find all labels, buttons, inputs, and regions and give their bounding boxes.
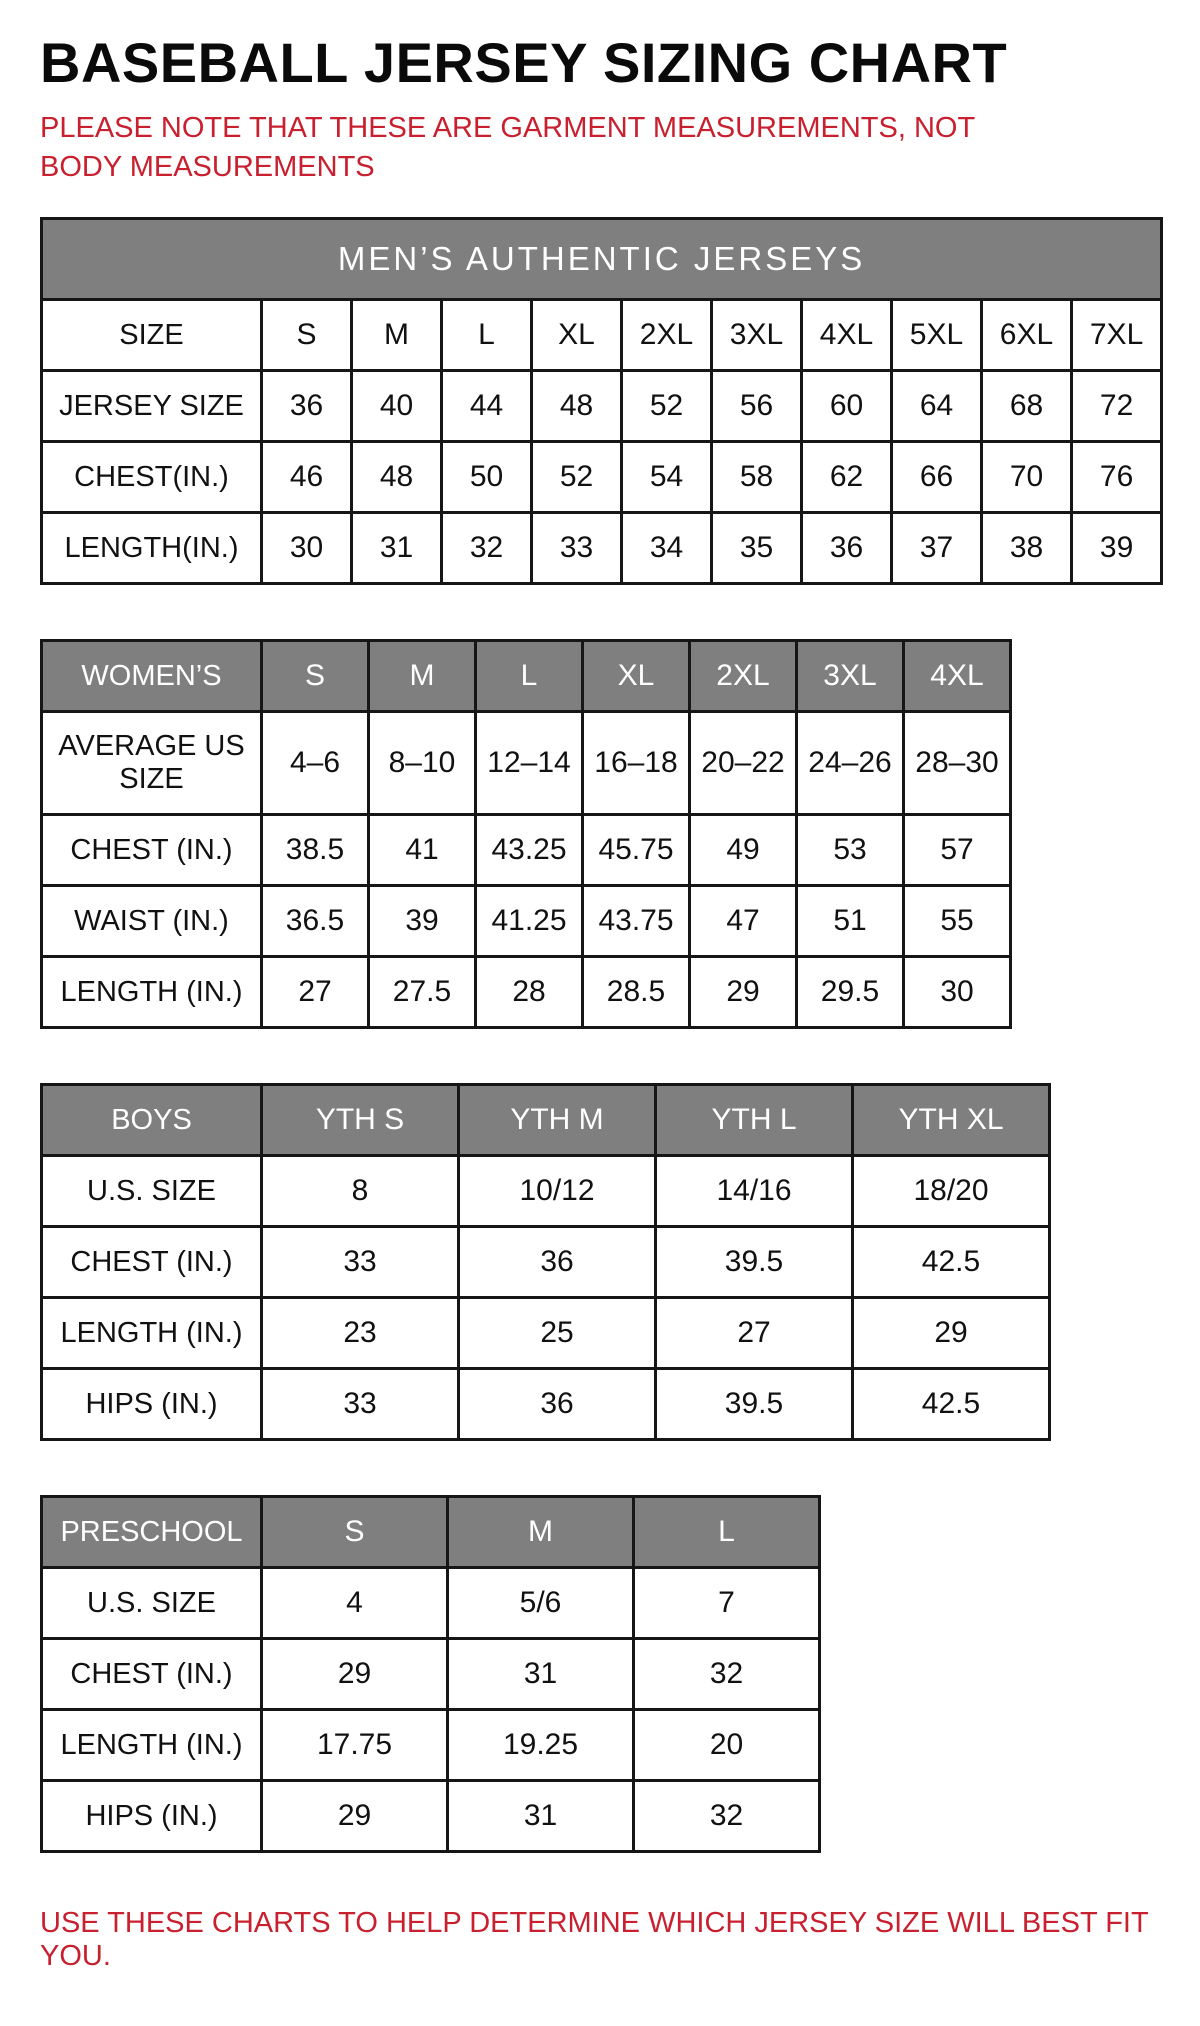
preschool-measurement-cell: 32 <box>634 1781 820 1852</box>
mens-measurement-cell: 44 <box>442 371 532 442</box>
womens-size-column-header: XL <box>583 641 690 712</box>
mens-size-column-header: L <box>442 300 532 371</box>
womens-measurement-cell: 51 <box>797 886 904 957</box>
mens-measurement-cell: 66 <box>892 442 982 513</box>
womens-measurement-cell: 28–30 <box>904 712 1011 815</box>
mens-measurement-cell: 40 <box>352 371 442 442</box>
boys-measurement-cell: 39.5 <box>656 1227 853 1298</box>
womens-measurement-cell: 41 <box>369 815 476 886</box>
mens-size-column-header: 7XL <box>1072 300 1162 371</box>
preschool-measurement-cell: 31 <box>448 1639 634 1710</box>
mens-size-column-header: XL <box>532 300 622 371</box>
boys-measurement-cell: 10/12 <box>459 1156 656 1227</box>
womens-measurement-cell: 39 <box>369 886 476 957</box>
womens-table-row <box>42 815 1011 886</box>
womens-size-column-header: 2XL <box>690 641 797 712</box>
boys-measurement-cell: 33 <box>262 1369 459 1440</box>
mens-measurement-cell: 70 <box>982 442 1072 513</box>
boys-size-column-header: YTH L <box>656 1085 853 1156</box>
boys-measurement-cell: 33 <box>262 1227 459 1298</box>
boys-size-column-header: YTH M <box>459 1085 656 1156</box>
mens-measurement-cell: 30 <box>262 513 352 584</box>
womens-measurement-cell: 20–22 <box>690 712 797 815</box>
womens-measurement-cell: 27 <box>262 957 369 1028</box>
mens-table-grid <box>40 217 1163 585</box>
boys-measurement-cell: 25 <box>459 1298 656 1369</box>
garment-measurement-note: PLEASE NOTE THAT THESE ARE GARMENT MEASUREMENTS, NOT BODY MEASUREMENTS <box>40 112 975 184</box>
mens-measurement-cell: 60 <box>802 371 892 442</box>
womens-measurement-cell: 29.5 <box>797 957 904 1028</box>
boys-measurement-cell: 42.5 <box>853 1227 1050 1298</box>
mens-row-label: CHEST(IN.) <box>42 442 262 513</box>
boys-measurement-cell: 29 <box>853 1298 1050 1369</box>
boys-size-column-header: YTH S <box>262 1085 459 1156</box>
boys-measurement-cell: 8 <box>262 1156 459 1227</box>
womens-measurement-cell: 30 <box>904 957 1011 1028</box>
mens-measurement-cell: 52 <box>532 442 622 513</box>
boys-table-row <box>42 1369 1050 1440</box>
preschool-measurement-cell: 5/6 <box>448 1568 634 1639</box>
womens-size-column-header: M <box>369 641 476 712</box>
mens-measurement-cell: 32 <box>442 513 532 584</box>
womens-header-label: WOMEN’S <box>42 641 262 712</box>
boys-measurement-cell: 36 <box>459 1369 656 1440</box>
womens-table-grid <box>40 639 1012 1029</box>
womens-measurement-cell: 8–10 <box>369 712 476 815</box>
womens-measurement-cell: 4–6 <box>262 712 369 815</box>
boys-size-column-header: YTH XL <box>853 1085 1050 1156</box>
boys-measurement-cell: 27 <box>656 1298 853 1369</box>
womens-measurement-cell: 12–14 <box>476 712 583 815</box>
boys-measurement-cell: 14/16 <box>656 1156 853 1227</box>
womens-measurement-cell: 43.75 <box>583 886 690 957</box>
mens-banner: MEN’S AUTHENTIC JERSEYS <box>42 219 1162 300</box>
womens-row-label: CHEST (IN.) <box>42 815 262 886</box>
preschool-size-column-header: S <box>262 1497 448 1568</box>
mens-measurement-cell: 36 <box>262 371 352 442</box>
boys-measurement-cell: 18/20 <box>853 1156 1050 1227</box>
womens-size-column-header: 3XL <box>797 641 904 712</box>
mens-measurement-cell: 48 <box>352 442 442 513</box>
womens-size-column-header: 4XL <box>904 641 1011 712</box>
preschool-measurement-cell: 29 <box>262 1639 448 1710</box>
womens-measurement-cell: 27.5 <box>369 957 476 1028</box>
womens-measurement-cell: 57 <box>904 815 1011 886</box>
boys-sizing-table <box>40 1083 1160 1441</box>
mens-size-column-header: 5XL <box>892 300 982 371</box>
womens-size-column-header: L <box>476 641 583 712</box>
page-title: BASEBALL JERSEY SIZING CHART <box>40 31 1008 94</box>
preschool-measurement-cell: 32 <box>634 1639 820 1710</box>
mens-measurement-cell: 36 <box>802 513 892 584</box>
mens-measurement-cell: 72 <box>1072 371 1162 442</box>
boys-header-label: BOYS <box>42 1085 262 1156</box>
womens-table-row <box>42 712 1011 815</box>
mens-size-column-header: 2XL <box>622 300 712 371</box>
boys-measurement-cell: 39.5 <box>656 1369 853 1440</box>
mens-size-column-header: S <box>262 300 352 371</box>
mens-measurement-cell: 68 <box>982 371 1072 442</box>
mens-measurement-cell: 46 <box>262 442 352 513</box>
preschool-header-label: PRESCHOOL <box>42 1497 262 1568</box>
preschool-row-label: LENGTH (IN.) <box>42 1710 262 1781</box>
mens-measurement-cell: 37 <box>892 513 982 584</box>
womens-measurement-cell: 43.25 <box>476 815 583 886</box>
mens-measurement-cell: 48 <box>532 371 622 442</box>
preschool-table-row <box>42 1710 820 1781</box>
preschool-row-label: U.S. SIZE <box>42 1568 262 1639</box>
boys-measurement-cell: 36 <box>459 1227 656 1298</box>
mens-measurement-cell: 54 <box>622 442 712 513</box>
boys-table-row <box>42 1156 1050 1227</box>
mens-row-label: LENGTH(IN.) <box>42 513 262 584</box>
preschool-measurement-cell: 31 <box>448 1781 634 1852</box>
mens-size-column-header: 3XL <box>712 300 802 371</box>
mens-measurement-cell: 33 <box>532 513 622 584</box>
womens-measurement-cell: 28.5 <box>583 957 690 1028</box>
mens-row-label: JERSEY SIZE <box>42 371 262 442</box>
preschool-measurement-cell: 7 <box>634 1568 820 1639</box>
womens-row-label: WAIST (IN.) <box>42 886 262 957</box>
preschool-table-row <box>42 1568 820 1639</box>
mens-size-column-header: M <box>352 300 442 371</box>
womens-measurement-cell: 53 <box>797 815 904 886</box>
womens-row-label: LENGTH (IN.) <box>42 957 262 1028</box>
boys-measurement-cell: 42.5 <box>853 1369 1050 1440</box>
boys-row-label: HIPS (IN.) <box>42 1369 262 1440</box>
preschool-table-row <box>42 1639 820 1710</box>
boys-table-row <box>42 1298 1050 1369</box>
boys-table-row <box>42 1227 1050 1298</box>
mens-table-row <box>42 442 1162 513</box>
womens-measurement-cell: 47 <box>690 886 797 957</box>
mens-sizing-table <box>40 217 1160 585</box>
boys-row-label: LENGTH (IN.) <box>42 1298 262 1369</box>
boys-row-label: CHEST (IN.) <box>42 1227 262 1298</box>
mens-table-row <box>42 371 1162 442</box>
mens-measurement-cell: 62 <box>802 442 892 513</box>
womens-size-column-header: S <box>262 641 369 712</box>
womens-measurement-cell: 36.5 <box>262 886 369 957</box>
preschool-measurement-cell: 4 <box>262 1568 448 1639</box>
preschool-measurement-cell: 20 <box>634 1710 820 1781</box>
preschool-measurement-cell: 29 <box>262 1781 448 1852</box>
mens-measurement-cell: 39 <box>1072 513 1162 584</box>
preschool-measurement-cell: 17.75 <box>262 1710 448 1781</box>
womens-measurement-cell: 41.25 <box>476 886 583 957</box>
womens-measurement-cell: 29 <box>690 957 797 1028</box>
womens-measurement-cell: 55 <box>904 886 1011 957</box>
preschool-table-grid <box>40 1495 821 1853</box>
mens-measurement-cell: 35 <box>712 513 802 584</box>
womens-table-row <box>42 886 1011 957</box>
preschool-size-column-header: M <box>448 1497 634 1568</box>
mens-size-column-header: 4XL <box>802 300 892 371</box>
womens-sizing-table <box>40 639 1160 1029</box>
mens-measurement-cell: 56 <box>712 371 802 442</box>
preschool-measurement-cell: 19.25 <box>448 1710 634 1781</box>
boys-table-grid <box>40 1083 1051 1441</box>
womens-measurement-cell: 38.5 <box>262 815 369 886</box>
preschool-row-label: HIPS (IN.) <box>42 1781 262 1852</box>
boys-measurement-cell: 23 <box>262 1298 459 1369</box>
womens-measurement-cell: 24–26 <box>797 712 904 815</box>
mens-measurement-cell: 52 <box>622 371 712 442</box>
womens-table-row <box>42 957 1011 1028</box>
womens-row-label: AVERAGE US SIZE <box>42 712 262 815</box>
mens-measurement-cell: 34 <box>622 513 712 584</box>
womens-measurement-cell: 45.75 <box>583 815 690 886</box>
mens-size-column-header: 6XL <box>982 300 1072 371</box>
mens-measurement-cell: 64 <box>892 371 982 442</box>
womens-measurement-cell: 16–18 <box>583 712 690 815</box>
mens-measurement-cell: 31 <box>352 513 442 584</box>
preschool-row-label: CHEST (IN.) <box>42 1639 262 1710</box>
boys-row-label: U.S. SIZE <box>42 1156 262 1227</box>
mens-measurement-cell: 50 <box>442 442 532 513</box>
womens-measurement-cell: 49 <box>690 815 797 886</box>
preschool-sizing-table <box>40 1495 1160 1853</box>
chart-usage-footer: USE THESE CHARTS TO HELP DETERMINE WHICH JERSEY SIZE WILL BEST FIT YOU. <box>40 1907 1149 1973</box>
mens-measurement-cell: 38 <box>982 513 1072 584</box>
mens-table-row <box>42 513 1162 584</box>
mens-measurement-cell: 58 <box>712 442 802 513</box>
preschool-table-row <box>42 1781 820 1852</box>
mens-header-label: SIZE <box>42 300 262 371</box>
womens-measurement-cell: 28 <box>476 957 583 1028</box>
mens-measurement-cell: 76 <box>1072 442 1162 513</box>
preschool-size-column-header: L <box>634 1497 820 1568</box>
